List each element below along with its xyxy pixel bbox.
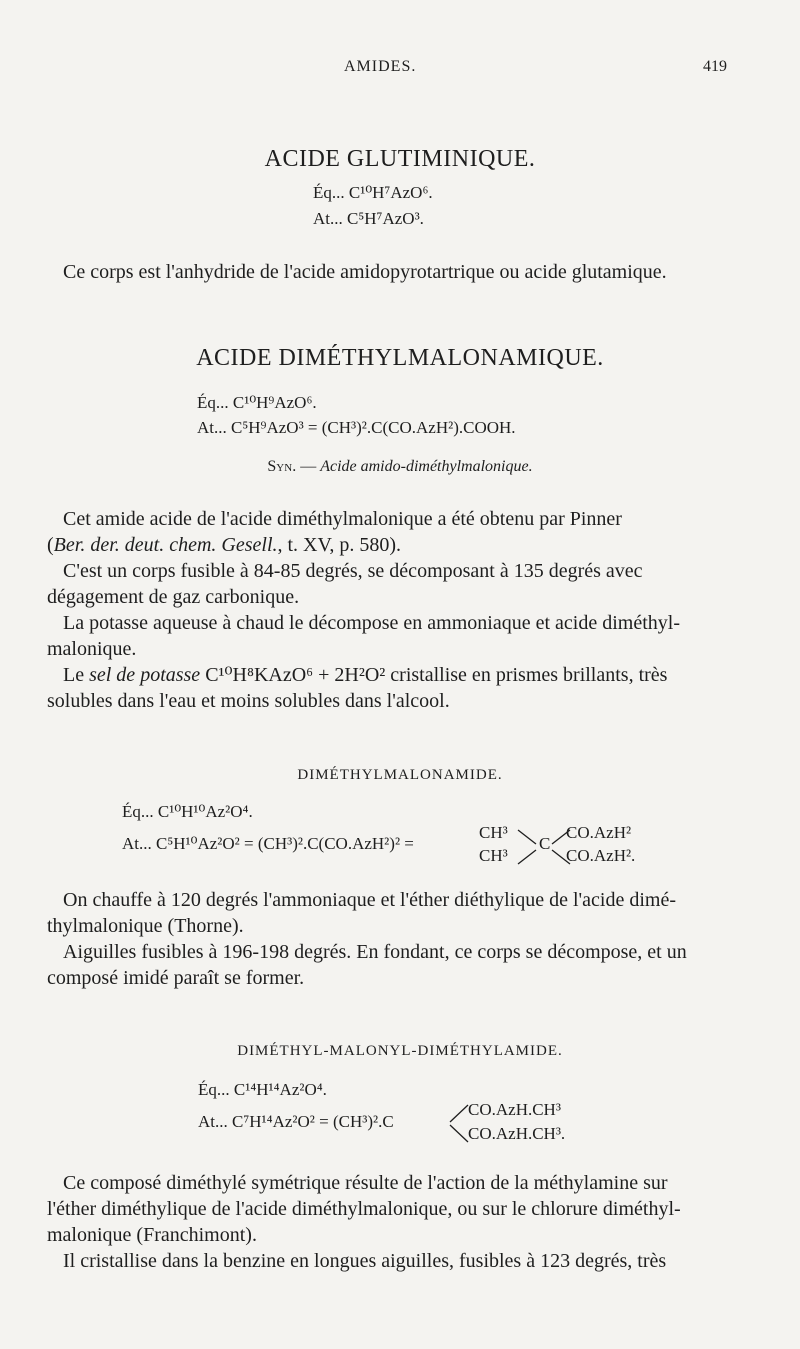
text-line: malonique. [47,638,137,660]
text-line: Cet amide acide de l'acide diméthylmalonique a été obtenu par Pinner [63,508,622,530]
text-line: solubles dans l'eau et moins solubles dans l'alcool. [47,690,450,712]
paragraph-dimethylmalonamique [47,506,737,714]
struct-center-carbon: C [539,834,551,853]
synonym-line [0,458,800,476]
heading-dimethyl-malonyl-dimethylamide: DIMÉTHYL-MALONYL-DIMÉTHYLAMIDE. [237,1043,563,1059]
text-line: Ce composé diméthylé symétrique résulte de l'action de la méthylamine sur [63,1172,668,1194]
page-number: 419 [703,58,727,75]
text-line: On chauffe à 120 degrés l'ammoniaque et l'éther diéthylique de l'acide dimé- [63,889,676,911]
paragraph-dimethylamide [47,1170,737,1274]
text-line: Aiguilles fusibles à 196-198 degrés. En fondant, ce corps se décompose, et un [63,941,687,963]
text-line: thylmalonique (Thorne). [47,915,244,937]
text-line: l'éther diméthylique de l'acide diméthylmalonique, ou sur le chlorure diméthyl- [47,1198,681,1220]
reference-rest: , t. XV, p. 580). [277,534,402,556]
text-line: Il cristallise dans la benzine en longues aiguilles, fusibles à 123 degrés, très [63,1250,667,1272]
formula-at-dimethylmalonamique: At... C⁵H⁹AzO³ = (CH³)².C(CO.AzH²).COOH. [197,418,516,437]
text-line: C'est un corps fusible à 84-85 degrés, se décomposant à 135 degrés avec [63,560,643,582]
text-line: (Ber. der. deut. chem. Gesell., t. XV, p. 580). [47,534,402,556]
synonym-label: Syn. — [267,458,317,475]
struct-ch3-bottom: CH³ [479,846,508,865]
text-line: malonique (Franchimont). [47,1224,257,1246]
formula-at-glutiminique: At... C⁵H⁷AzO³. [313,209,424,228]
heading-acide-glutiminique: ACIDE GLUTIMINIQUE. [264,146,536,172]
heading-dimethylmalonamide: DIMÉTHYLMALONAMIDE. [297,767,503,783]
formula-eq-dimethylmalonamique: Éq... C¹⁰H⁹AzO⁶. [197,393,317,412]
formula-eq-dimethylmalonamide: Éq... C¹⁰H¹⁰Az²O⁴. [122,802,253,821]
text-span: C¹⁰H⁸KAzO⁶ + 2H²O² cristallise en prismes brillants, très [200,664,668,686]
struct-co-amide-bottom: CO.AzH.CH³. [468,1124,566,1143]
reference-journal: Ber. der. deut. chem. Gesell. [53,534,278,556]
heading-acide-dimethylmalonamique: ACIDE DIMÉTHYLMALONAMIQUE. [196,345,604,371]
structure-bonds-2 [448,1102,470,1146]
text-line: dégagement de gaz carbonique. [47,586,300,608]
struct-co-top: CO.AzH² [566,823,632,842]
text-line: Ce corps est l'anhydride de l'acide amidopyrotartrique ou acide glutamique. [63,261,667,283]
formula-eq-glutiminique: Éq... C¹⁰H⁷AzO⁶. [313,183,433,202]
struct-co-bottom: CO.AzH². [566,846,636,865]
text-line [47,662,737,688]
text-line: composé imidé paraît se former. [47,967,305,989]
paragraph-dimethylmalonamide [47,887,737,991]
synonym-text: Acide amido-diméthylmalonique. [320,458,533,475]
formula-at-dimethylmalonamide: At... C⁵H¹⁰Az²O² = (CH³)².C(CO.AzH²)² = [122,834,414,853]
text-line: La potasse aqueuse à chaud le décompose en ammoniaque et acide diméthyl- [63,612,680,634]
formula-at-dimethylamide: At... C⁷H¹⁴Az²O² = (CH³)².C [198,1112,394,1131]
struct-co-amide-top: CO.AzH.CH³ [468,1100,561,1119]
sel-de-potasse: sel de potasse [89,664,201,686]
text-span: Le [63,664,90,686]
struct-ch3-top: CH³ [479,823,508,842]
formula-eq-dimethylamide: Éq... C¹⁴H¹⁴Az²O⁴. [198,1080,327,1099]
running-title: AMIDES. [344,58,417,75]
paragraph-glutiminique [47,259,737,285]
